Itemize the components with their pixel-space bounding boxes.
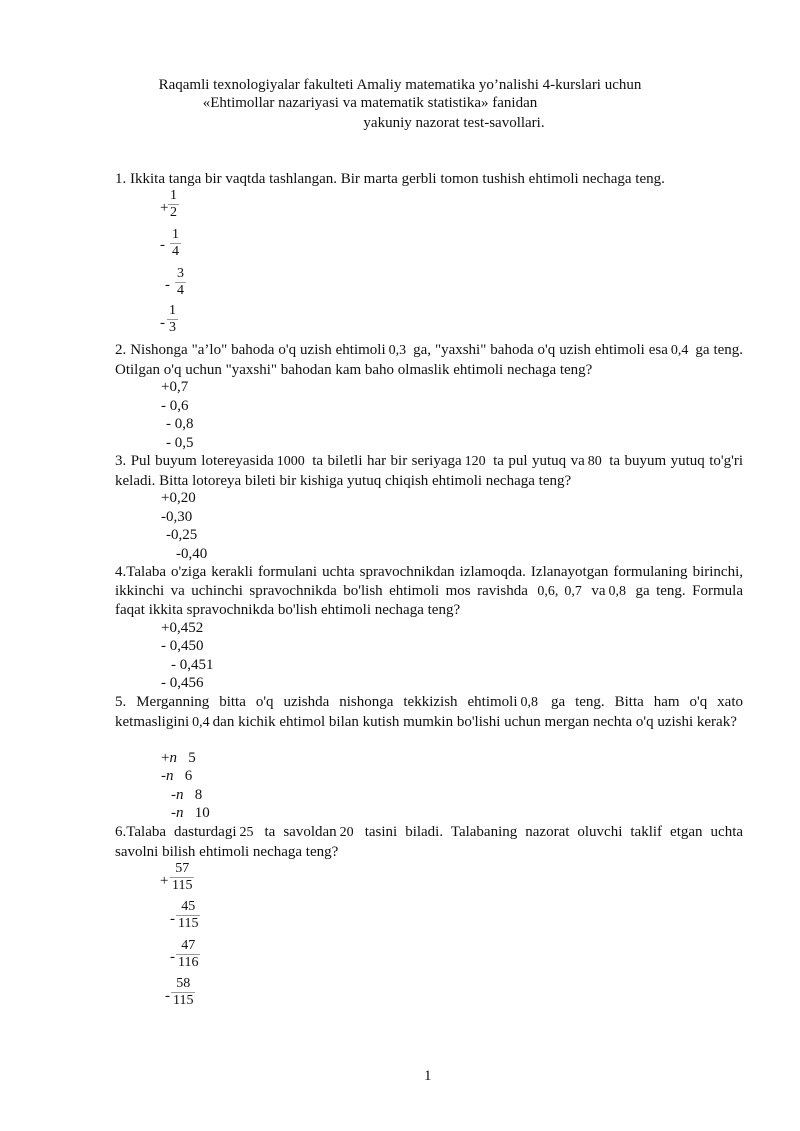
q1-option-4-fraction bbox=[167, 303, 178, 336]
q2-text-part: ga, "yaxshi" bahoda o'q uzish ehtimoli esa bbox=[413, 342, 668, 358]
q1-option-3-sign: - bbox=[165, 277, 170, 293]
option-value: 6 bbox=[184, 768, 193, 784]
q6-text-part: 6.Talaba dasturdagi bbox=[115, 824, 237, 840]
question-4-text bbox=[115, 563, 743, 620]
option-variable: n bbox=[166, 768, 174, 784]
option-value: 5 bbox=[188, 750, 196, 766]
q3-option-1: +0,20 bbox=[161, 490, 196, 506]
fraction-numerator: 57 bbox=[175, 861, 190, 876]
q6-value: 25 bbox=[239, 825, 254, 840]
q3-value: 120 bbox=[464, 454, 486, 469]
q6-option-2-sign: - bbox=[170, 911, 175, 927]
fraction-numerator: 47 bbox=[181, 938, 196, 953]
q4-text-part: va bbox=[591, 582, 606, 599]
q1-option-4-sign: - bbox=[160, 315, 165, 331]
question-6-text bbox=[115, 823, 743, 861]
q5-value: 0,4 bbox=[192, 714, 210, 730]
q2-option-1: +0,7 bbox=[161, 379, 189, 395]
q4-text-part: ga teng. Formula faqat ikkita spravochnikda bo'lish ehtimoli nechaga teng? bbox=[115, 582, 743, 618]
q2-text-part: 2. Nishonga "a’lo" bahoda o'q uzish ehtimoli bbox=[115, 342, 386, 358]
fraction-denominator: 116 bbox=[178, 955, 199, 970]
q3-text-part: ta pul yutuq va bbox=[493, 453, 585, 469]
option-variable: n bbox=[169, 750, 177, 766]
q6-value: 20 bbox=[339, 825, 354, 840]
fraction-denominator: 3 bbox=[169, 320, 176, 335]
q3-value: 1000 bbox=[276, 454, 305, 469]
fraction-numerator: 3 bbox=[177, 266, 184, 281]
question-2-text bbox=[115, 341, 743, 379]
q5-option-3 bbox=[171, 786, 202, 804]
page-number: 1 bbox=[424, 1068, 432, 1084]
q2-option-3: - 0,8 bbox=[166, 416, 194, 432]
fraction-numerator: 58 bbox=[176, 976, 191, 991]
fraction-denominator: 4 bbox=[172, 244, 179, 259]
q6-option-3-fraction bbox=[176, 938, 200, 971]
option-variable: n bbox=[176, 787, 184, 803]
q5-option-1 bbox=[161, 749, 196, 767]
q3-option-4: -0,40 bbox=[176, 546, 208, 562]
q4-value: 0,8 bbox=[608, 583, 627, 599]
option-sign: + bbox=[161, 750, 170, 766]
q2-value: 0,4 bbox=[670, 343, 689, 358]
q5-text-part: dan kichik ehtimol bilan kutish mumkin bo'lishi uchun mergan nechta o'q uzishi kerak? bbox=[212, 713, 737, 730]
q4-text-part: 4.Talaba o'ziga kerakli formulani uchta spravochnikdan izlamoqda. Izlanayotgan formulaning birinchi, ikkinchi va uchinchi spravochnikda bo'lish ehtimoli mos ravishda bbox=[115, 564, 743, 599]
q6-text-part: tasini biladi. Talabaning nazorat oluvchi taklif etgan uchta savolni bilish ehtimoli nechaga teng? bbox=[115, 824, 744, 860]
fraction-denominator: 4 bbox=[177, 283, 184, 298]
q4-option-2: - 0,450 bbox=[161, 638, 204, 654]
option-sign: - bbox=[171, 805, 176, 821]
fraction-numerator: 1 bbox=[169, 303, 176, 318]
q6-option-4-fraction bbox=[171, 976, 195, 1009]
question-3-text bbox=[115, 452, 743, 490]
q5-text-part: 5. Merganning bitta o'q uzishda nishonga tekkizish ehtimoli bbox=[115, 694, 518, 710]
q4-option-1: +0,452 bbox=[161, 620, 204, 636]
q3-text-part: ta biletli har bir seriyaga bbox=[312, 453, 462, 469]
header-line-3: yakuniy nazorat test-savollari. bbox=[363, 115, 545, 131]
q2-text-part: ga teng. Otilgan o'q uchun "yaxshi" bahodan kam baho olmaslik ehtimoli nechaga teng? bbox=[115, 342, 744, 378]
q1-option-1-sign: + bbox=[160, 200, 169, 216]
q1-option-2-sign: - bbox=[160, 237, 165, 253]
fraction-numerator: 45 bbox=[181, 899, 196, 914]
q1-option-2-fraction bbox=[170, 227, 181, 260]
q4-value: 0,7 bbox=[564, 583, 582, 599]
q1-option-1-fraction bbox=[168, 188, 179, 221]
option-sign: - bbox=[171, 787, 176, 803]
q3-value: 80 bbox=[587, 454, 602, 469]
question-5-text bbox=[115, 693, 743, 732]
q6-text-part: ta savoldan bbox=[264, 824, 337, 840]
fraction-denominator: 115 bbox=[178, 916, 199, 931]
fraction-denominator: 115 bbox=[172, 878, 193, 893]
q6-option-3-sign: - bbox=[170, 949, 175, 965]
q4-option-4: - 0,456 bbox=[161, 675, 204, 691]
fraction-numerator: 1 bbox=[170, 188, 177, 203]
q3-option-3: -0,25 bbox=[166, 527, 198, 543]
q5-value: 0,8 bbox=[520, 695, 538, 710]
q2-option-2: - 0,6 bbox=[161, 398, 189, 414]
q6-option-1-sign: + bbox=[160, 873, 169, 889]
option-value: 8 bbox=[194, 787, 203, 803]
q6-option-2-fraction bbox=[176, 899, 200, 932]
q3-option-2: -0,30 bbox=[161, 509, 193, 525]
q3-text-part: ta buyum yutuq to'g'ri keladi. Bitta lotoreya bileti bir kishiga yutuq chiqish ehtimoli nechaga teng? bbox=[115, 453, 743, 489]
header-line-2: «Ehtimollar nazariyasi va matematik statistika» fanidan bbox=[202, 95, 538, 111]
q1-option-3-fraction bbox=[175, 266, 186, 299]
q5-text-part: ga teng. Bitta ham o'q xato ketmasligini bbox=[115, 694, 744, 730]
q5-option-4 bbox=[171, 804, 210, 822]
fraction-denominator: 2 bbox=[170, 205, 177, 220]
q6-option-1-fraction bbox=[170, 861, 194, 894]
fraction-denominator: 115 bbox=[173, 993, 194, 1008]
q4-option-3: - 0,451 bbox=[171, 657, 214, 673]
option-value: 10 bbox=[194, 805, 210, 821]
q6-option-4-sign: - bbox=[165, 988, 170, 1004]
option-variable: n bbox=[176, 805, 184, 821]
q2-option-4: - 0,5 bbox=[166, 435, 194, 451]
header-line-1: Raqamli texnologiyalar fakulteti Amaliy matematika yo’nalishi 4-kurslari uchun bbox=[158, 77, 642, 93]
q2-value: 0,3 bbox=[388, 343, 407, 358]
q3-text-part: 3. Pul buyum lotereyasida bbox=[115, 453, 274, 469]
q4-value: 0,6, bbox=[537, 583, 559, 599]
fraction-numerator: 1 bbox=[172, 227, 179, 242]
option-sign: - bbox=[161, 768, 166, 784]
q5-option-2 bbox=[161, 767, 192, 785]
question-1-text: 1. Ikkita tanga bir vaqtda tashlangan. Bir marta gerbli tomon tushish ehtimoli nechaga teng. bbox=[115, 171, 665, 187]
